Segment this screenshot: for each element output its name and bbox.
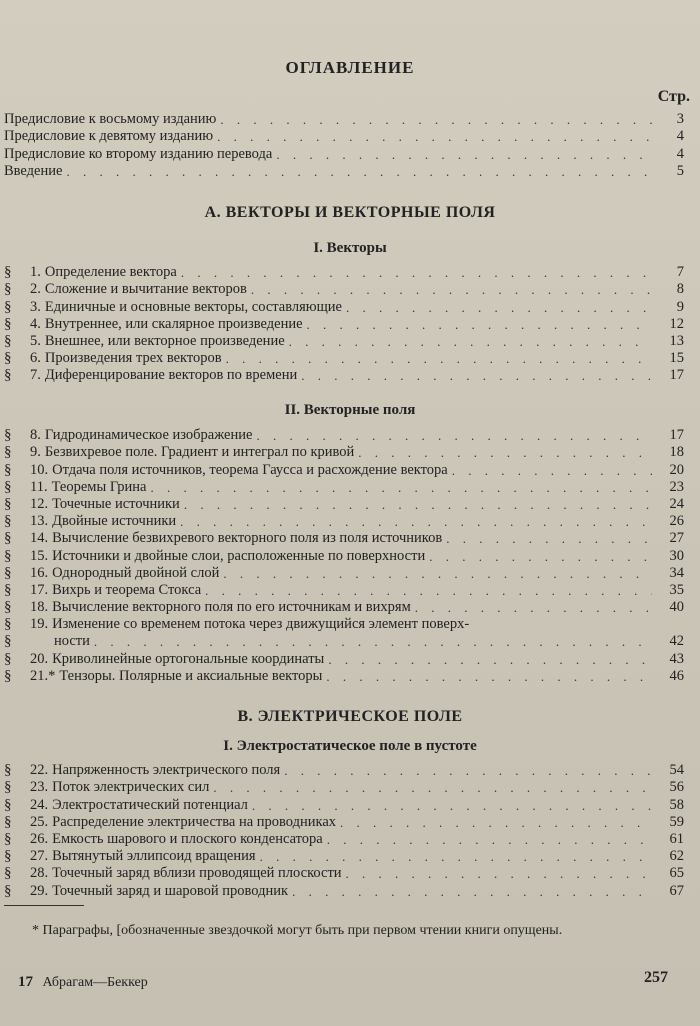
- entry-number: 16.: [30, 564, 49, 581]
- toc-entry: [4, 145, 684, 162]
- entry-page: 58: [669, 796, 684, 813]
- entry-title: Вычисление векторного поля по его источникам и вихрям: [52, 599, 411, 616]
- entry-title: Теоремы Грина: [51, 478, 147, 495]
- section-sign: §: [4, 667, 12, 684]
- entry-title: Криволинейные ортогональные координаты: [52, 650, 325, 667]
- entry-title: Источники и двойные слои, расположенные по поверхности: [52, 547, 426, 564]
- section-sign: §: [4, 796, 12, 813]
- toc-entry: [4, 163, 684, 180]
- entry-title: Определение вектора: [44, 264, 177, 281]
- entry-page: 46: [669, 667, 684, 684]
- printer-signature: [18, 974, 148, 991]
- toc-entry: [4, 633, 684, 650]
- toc-entry: [4, 814, 684, 831]
- entry-number: 25.: [30, 813, 49, 830]
- entry-number: 4.: [30, 315, 41, 332]
- entry-page: 43: [669, 650, 684, 667]
- toc-entry: [4, 650, 684, 667]
- entry-title: ности: [54, 633, 90, 650]
- section-sign: §: [4, 298, 12, 315]
- toc-entry: [4, 479, 684, 496]
- entry-title: Внешнее, или векторное произведение: [44, 332, 285, 349]
- entry-title: Однородный двойной слой: [52, 564, 220, 581]
- section-sign: §: [4, 865, 12, 882]
- entry-page: 56: [669, 779, 684, 796]
- section-sign: §: [4, 332, 12, 349]
- entry-number: 18.: [30, 599, 49, 616]
- entry-title: Точечные источники: [52, 495, 180, 512]
- toc-entry: [4, 444, 684, 461]
- entry-title: Предисловие ко второму изданию перевода: [4, 145, 273, 162]
- entry-page: 67: [669, 882, 684, 899]
- toc-entry: [4, 762, 684, 779]
- toc-entry: [4, 128, 684, 145]
- leader-dots: [307, 317, 652, 333]
- entry-page: 12: [669, 315, 684, 332]
- entry-number: 6.: [30, 350, 41, 367]
- entry-title: Отдача поля источников, теорема Гаусса и расхождение вектора: [52, 461, 448, 478]
- entry-number: 11.: [30, 478, 48, 495]
- leader-dots: [429, 549, 652, 565]
- leader-dots: [252, 798, 652, 814]
- toc-entry: [4, 599, 684, 616]
- leader-dots: [446, 531, 652, 547]
- entry-page: 17: [669, 367, 684, 384]
- entry-page: 18: [669, 444, 684, 461]
- leader-dots: [346, 300, 652, 316]
- leader-dots: [292, 884, 652, 900]
- chapter-a1-heading: I. Векторы: [313, 240, 387, 256]
- entry-page: 27: [669, 530, 684, 547]
- entry-title: Введение: [4, 162, 63, 179]
- signature-number: 17: [18, 974, 33, 990]
- toc-entry: [4, 427, 684, 444]
- toc-entry: [4, 547, 684, 564]
- leader-dots: [223, 566, 652, 582]
- chapter-b1-heading: I. Электростатическое поле в пустоте: [223, 738, 477, 754]
- section-sign: §: [4, 830, 12, 847]
- entry-number: 23.: [30, 779, 49, 796]
- leader-dots: [346, 866, 652, 882]
- entry-page: 65: [669, 865, 684, 882]
- entry-number: 13.: [30, 513, 49, 530]
- section-sign: §: [4, 581, 12, 598]
- entry-number: 2.: [30, 281, 41, 298]
- entry-number: 29.: [30, 882, 49, 899]
- leader-dots: [358, 445, 652, 461]
- entry-title: Диференцирование векторов по времени: [44, 367, 298, 384]
- entry-page: 4: [676, 128, 684, 145]
- chapter-a2-list: [4, 427, 684, 685]
- entry-title: Тензоры. Полярные и аксиальные векторы: [59, 667, 323, 684]
- toc-entry: [4, 316, 684, 333]
- leader-dots: [251, 282, 652, 298]
- leader-dots: [340, 815, 652, 831]
- toc-entry: [4, 779, 684, 796]
- entry-title: Предисловие к восьмому изданию: [4, 111, 217, 128]
- section-sign: §: [4, 530, 12, 547]
- entry-number: 21.*: [30, 667, 56, 684]
- chapter-a2-heading: II. Векторные поля: [284, 402, 416, 418]
- section-sign: §: [4, 315, 12, 332]
- entry-number: 26.: [30, 830, 49, 847]
- leader-dots: [289, 334, 652, 350]
- section-sign: §: [4, 281, 12, 298]
- toc-entry: [4, 461, 684, 478]
- leader-dots: [276, 147, 652, 163]
- entry-page: 4: [676, 145, 684, 162]
- entry-title: Гидродинамическое изображение: [44, 427, 253, 444]
- toc-entry: [4, 281, 684, 298]
- entry-number: 14.: [30, 530, 49, 547]
- toc-entry: [4, 496, 684, 513]
- leader-dots: [256, 428, 652, 444]
- entry-title: Изменение со временем потока через движущийся элемент поверх-: [52, 616, 470, 633]
- section-sign: §: [4, 564, 12, 581]
- section-sign: §: [4, 513, 12, 530]
- section-sign: §: [4, 495, 12, 512]
- leader-dots: [327, 832, 652, 848]
- entry-title: Вытянутый эллипсоид вращения: [52, 848, 256, 865]
- entry-number: 28.: [30, 865, 49, 882]
- entry-page: 54: [669, 762, 684, 779]
- leader-dots: [180, 514, 652, 530]
- entry-title: Точечный заряд и шаровой проводник: [52, 882, 289, 899]
- section-sign: §: [4, 762, 12, 779]
- entry-page: 9: [676, 298, 684, 315]
- entry-page: 5: [676, 162, 684, 179]
- entry-page: 42: [669, 633, 684, 650]
- leader-dots: [452, 463, 652, 479]
- section-sign: §: [4, 813, 12, 830]
- page-title: ОГЛАВЛЕНИЕ: [285, 58, 415, 77]
- entry-page: 30: [669, 547, 684, 564]
- leader-dots: [328, 652, 652, 668]
- entry-number: 20.: [30, 650, 49, 667]
- signature-text: Абрагам—Беккер: [42, 975, 148, 990]
- entry-number: 10.: [30, 461, 49, 478]
- leader-dots: [326, 669, 652, 685]
- entry-number: 9.: [30, 444, 41, 461]
- footnote: * Параграфы, [обозначенные звездочкой могут быть при первом чтении книги опущены.: [32, 923, 563, 938]
- toc-entry: [4, 616, 684, 633]
- page-column-label: Стр.: [657, 88, 690, 105]
- entry-title: Безвихревое поле. Градиент и интеграл по кривой: [44, 444, 355, 461]
- entry-page: 26: [669, 513, 684, 530]
- entry-number: 19.: [30, 616, 49, 633]
- chapter-b1-list: [4, 762, 684, 900]
- entry-title: Двойные источники: [52, 513, 177, 530]
- toc-entry: [4, 848, 684, 865]
- entry-title: Внутреннее, или скалярное произведение: [44, 315, 303, 332]
- leader-dots: [217, 129, 652, 145]
- section-sign: §: [4, 616, 12, 633]
- entry-number: 7.: [30, 367, 41, 384]
- section-sign: §: [4, 650, 12, 667]
- entry-title: Напряженность электрического поля: [52, 762, 281, 779]
- section-sign: §: [4, 882, 12, 899]
- section-sign: §: [4, 427, 12, 444]
- leader-dots: [205, 583, 652, 599]
- entry-title: Вычисление безвихревого векторного поля из поля источников: [52, 530, 443, 547]
- leader-dots: [94, 634, 652, 650]
- entry-page: 7: [676, 264, 684, 281]
- toc-entry: [4, 796, 684, 813]
- leader-dots: [66, 164, 652, 180]
- toc-entry: [4, 333, 684, 350]
- section-sign: §: [4, 444, 12, 461]
- chapter-a1-list: [4, 264, 684, 384]
- entry-number: 8.: [30, 427, 41, 444]
- leader-dots: [184, 497, 652, 513]
- leader-dots: [301, 368, 652, 384]
- footnote-rule: [4, 905, 84, 906]
- entry-title: Единичные и основные векторы, составляющие: [44, 298, 342, 315]
- entry-number: 1.: [30, 264, 41, 281]
- part-b-heading: В. ЭЛЕКТРИЧЕСКОЕ ПОЛЕ: [237, 708, 463, 725]
- leader-dots: [226, 351, 652, 367]
- entry-page: 35: [669, 581, 684, 598]
- front-matter-list: [4, 111, 684, 180]
- toc-entry: [4, 367, 684, 384]
- entry-number: 24.: [30, 796, 49, 813]
- entry-title: Вихрь и теорема Стокса: [52, 581, 202, 598]
- entry-page: 61: [669, 830, 684, 847]
- leader-dots: [151, 480, 653, 496]
- toc-entry: [4, 264, 684, 281]
- section-sign: §: [4, 367, 12, 384]
- leader-dots: [220, 112, 652, 128]
- entry-title: Точечный заряд вблизи проводящей плоскости: [52, 865, 342, 882]
- entry-page: 40: [669, 599, 684, 616]
- entry-number: 17.: [30, 581, 49, 598]
- entry-number: 27.: [30, 848, 49, 865]
- entry-page: 20: [669, 461, 684, 478]
- entry-title: Предисловие к девятому изданию: [4, 128, 214, 145]
- section-sign: §: [4, 350, 12, 367]
- section-sign: §: [4, 848, 12, 865]
- entry-number: 3.: [30, 298, 41, 315]
- entry-page: 8: [676, 281, 684, 298]
- section-sign: §: [4, 633, 12, 650]
- leader-dots: [260, 849, 652, 865]
- toc-entry: [4, 111, 684, 128]
- entry-title: Произведения трех векторов: [44, 350, 222, 367]
- leader-dots: [284, 763, 652, 779]
- entry-page: 62: [669, 848, 684, 865]
- entry-page: 17: [669, 427, 684, 444]
- entry-page: 13: [669, 332, 684, 349]
- entry-page: 34: [669, 564, 684, 581]
- section-sign: §: [4, 264, 12, 281]
- entry-page: 3: [676, 111, 684, 128]
- entry-title: Поток электрических сил: [52, 779, 210, 796]
- toc-entry: [4, 513, 684, 530]
- entry-number: 12.: [30, 495, 49, 512]
- section-sign: §: [4, 478, 12, 495]
- entry-title: Сложение и вычитание векторов: [44, 281, 247, 298]
- entry-title: Распределение электричества на проводниках: [52, 813, 337, 830]
- toc-entry: [4, 530, 684, 547]
- entry-title: Емкость шарового и плоского конденсатора: [52, 830, 323, 847]
- entry-page: 15: [669, 350, 684, 367]
- toc-entry: [4, 831, 684, 848]
- leader-dots: [213, 780, 652, 796]
- toc-entry: [4, 565, 684, 582]
- section-sign: §: [4, 547, 12, 564]
- part-a-heading: А. ВЕКТОРЫ И ВЕКТОРНЫЕ ПОЛЯ: [204, 204, 496, 221]
- entry-number: 22.: [30, 762, 49, 779]
- entry-page: 23: [669, 478, 684, 495]
- page-number: 257: [644, 969, 668, 986]
- toc-entry: [4, 350, 684, 367]
- entry-page: 59: [669, 813, 684, 830]
- section-sign: §: [4, 779, 12, 796]
- entry-page: 24: [669, 495, 684, 512]
- leader-dots: [181, 265, 652, 281]
- toc-entry: [4, 582, 684, 599]
- toc-entry: [4, 865, 684, 882]
- section-sign: §: [4, 461, 12, 478]
- toc-entry: [4, 882, 684, 899]
- toc-entry: [4, 668, 684, 685]
- entry-number: 5.: [30, 332, 41, 349]
- entry-title: Электростатический потенциал: [52, 796, 248, 813]
- toc-entry: [4, 298, 684, 315]
- section-sign: §: [4, 599, 12, 616]
- leader-dots: [415, 600, 652, 616]
- entry-number: 15.: [30, 547, 49, 564]
